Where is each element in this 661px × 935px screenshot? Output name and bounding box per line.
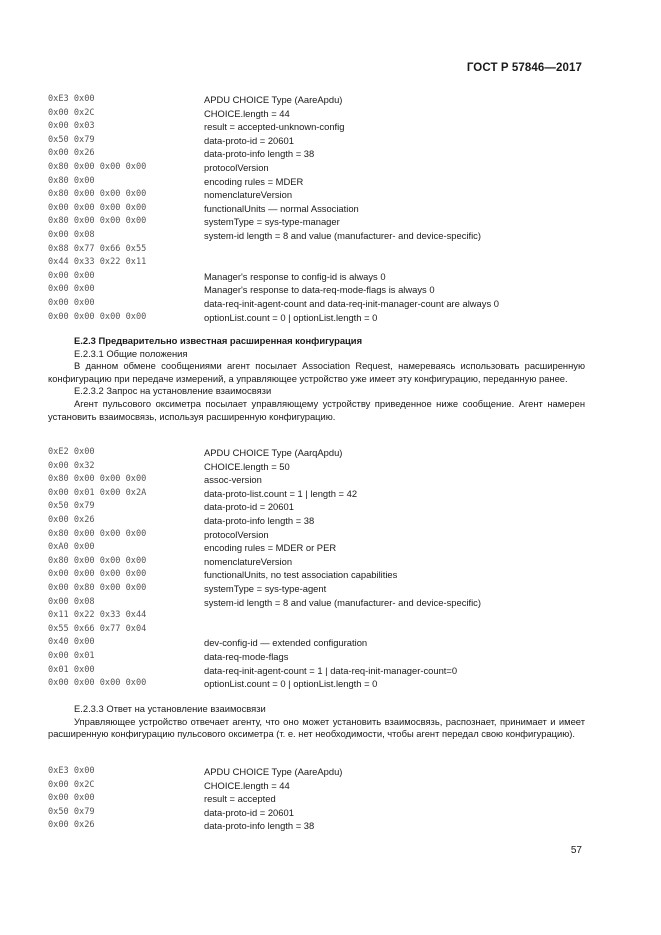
hex-row (48, 664, 588, 678)
field-description: data-proto-id = 20601 (204, 134, 294, 146)
hex-bytes: 0x00 0x00 0x00 0x00 (48, 311, 147, 322)
hex-row (48, 806, 588, 820)
hex-row (48, 514, 588, 528)
field-description: data-proto-id = 20601 (204, 806, 294, 818)
hex-row (48, 161, 588, 175)
hex-bytes: 0x00 0x01 (48, 650, 95, 661)
field-description: CHOICE.length = 50 (204, 460, 290, 472)
hex-row (48, 107, 588, 121)
field-description: result = accepted (204, 793, 276, 805)
field-description: system-id length = 8 and value (manufacturer- and device-specific) (204, 229, 481, 241)
hex-row (48, 202, 588, 216)
field-description: nomenclatureVersion (204, 189, 293, 201)
hex-bytes: 0x50 0x79 (48, 134, 95, 145)
hex-bytes: 0x00 0x08 (48, 596, 95, 607)
field-description: APDU CHOICE Type (AareApdu) (204, 94, 343, 105)
hex-bytes: 0x80 0x00 0x00 0x00 (48, 528, 147, 539)
field-description: data-proto-info length = 38 (204, 148, 315, 160)
hex-bytes: 0x00 0x01 0x00 0x2A (48, 487, 147, 498)
hex-bytes: 0x00 0x26 (48, 514, 95, 525)
hex-bytes: 0x00 0x08 (48, 229, 95, 240)
hex-row (48, 215, 588, 229)
field-description: system-id length = 8 and value (manufacturer- and device-specific) (204, 596, 481, 608)
field-description: optionList.count = 0 | optionList.length = 0 (204, 678, 378, 690)
hex-row (48, 243, 588, 257)
hex-bytes: 0x80 0x00 0x00 0x00 (48, 161, 147, 172)
field-description: nomenclatureVersion (204, 555, 293, 567)
hex-row (48, 609, 588, 623)
field-description: dev-config-id — extended configuration (204, 637, 368, 649)
hex-row (48, 541, 588, 555)
hex-row (48, 623, 588, 637)
hex-bytes: 0x00 0x00 0x00 0x00 (48, 569, 147, 580)
hex-bytes: 0x44 0x33 0x22 0x11 (48, 257, 147, 268)
hex-row (48, 636, 588, 650)
hex-bytes: 0x00 0x26 (48, 820, 95, 831)
field-description: data-proto-info length = 38 (204, 820, 315, 832)
field-description: APDU CHOICE Type (AareApdu) (204, 766, 343, 777)
hex-row (48, 256, 588, 270)
field-description: CHOICE.length = 44 (204, 107, 290, 119)
standard-header: ГОСТ Р 57846—2017 (466, 62, 582, 74)
hex-bytes: 0x00 0x00 0x00 0x00 (48, 678, 147, 689)
hex-row (48, 147, 588, 161)
field-description: systemType = sys-type-manager (204, 216, 340, 228)
section-heading: Е.2.3 Предварительно известная расширенная конфигурация (74, 335, 363, 346)
hex-bytes: 0x40 0x00 (48, 637, 95, 648)
hex-row (48, 311, 588, 325)
subsection-heading: Е.2.3.1 Общие положения (74, 347, 188, 359)
hex-bytes: 0x00 0x00 (48, 270, 95, 281)
hex-row (48, 582, 588, 596)
field-description: Manager's response to data-req-mode-flags is always 0 (204, 284, 435, 296)
field-description: CHOICE.length = 44 (204, 779, 290, 791)
hex-bytes: 0x00 0x03 (48, 121, 95, 132)
hex-bytes: 0x80 0x00 0x00 0x00 (48, 189, 147, 200)
hex-dump-block-aare-accepted (48, 765, 588, 833)
hex-row (48, 677, 588, 691)
section-e23 (48, 335, 585, 423)
hex-row (48, 568, 588, 582)
hex-row (48, 528, 588, 542)
field-description: protocolVersion (204, 161, 269, 173)
field-description: assoc-version (204, 474, 262, 486)
hex-bytes: 0x00 0x32 (48, 460, 95, 471)
hex-bytes: 0x88 0x77 0x66 0x55 (48, 243, 147, 254)
field-description: result = accepted-unknown-config (204, 121, 345, 133)
hex-row (48, 500, 588, 514)
hex-bytes: 0x50 0x79 (48, 501, 95, 512)
page-number: 57 (570, 845, 582, 856)
hex-bytes: 0x00 0x80 0x00 0x00 (48, 582, 147, 593)
field-description: protocolVersion (204, 528, 269, 540)
field-description: data-proto-id = 20601 (204, 501, 294, 513)
hex-row (48, 792, 588, 806)
hex-row (48, 297, 588, 311)
field-description: optionList.count = 0 | optionList.length = 0 (204, 311, 378, 323)
hex-bytes: 0x00 0x00 0x00 0x00 (48, 202, 147, 213)
hex-bytes: 0xA0 0x00 (48, 542, 95, 553)
field-description: data-req-init-agent-count and data-req-init-manager-count are always 0 (204, 297, 499, 309)
hex-bytes: 0x80 0x00 0x00 0x00 (48, 474, 147, 485)
hex-row (48, 779, 588, 793)
field-description: Manager's response to config-id is always 0 (204, 270, 386, 282)
field-description: functionalUnits — normal Association (204, 202, 359, 214)
field-description: data-req-init-agent-count = 1 | data-req-init-manager-count=0 (204, 664, 458, 676)
hex-bytes: 0x80 0x00 (48, 175, 95, 186)
hex-bytes: 0x00 0x00 (48, 284, 95, 295)
hex-bytes: 0xE2 0x00 (48, 447, 95, 457)
field-description: encoding rules = MDER (204, 175, 304, 187)
hex-row (48, 175, 588, 189)
field-description: systemType = sys-type-agent (204, 582, 327, 594)
hex-bytes: 0xE3 0x00 (48, 94, 95, 104)
hex-row (48, 473, 588, 487)
field-description: data-req-mode-flags (204, 650, 289, 662)
hex-dump-block-aarq (48, 446, 588, 691)
hex-bytes: 0x55 0x66 0x77 0x04 (48, 623, 147, 634)
hex-row (48, 460, 588, 474)
field-description: functionalUnits, no test association capabilities (204, 569, 398, 581)
hex-bytes: 0x00 0x00 (48, 297, 95, 308)
field-description: encoding rules = MDER or PER (204, 542, 337, 554)
field-description: data-proto-info length = 38 (204, 514, 315, 526)
hex-row (48, 819, 588, 833)
hex-bytes: 0x00 0x00 (48, 793, 95, 804)
hex-row (48, 596, 588, 610)
paragraph: Агент пульсового оксиметра посылает управляющему устройству приведенное ниже сообщение. Агент намерен установить взаимосвязь, используя расширенную конфигурацию. (48, 397, 585, 422)
hex-bytes: 0xE3 0x00 (48, 766, 95, 776)
hex-row (48, 765, 588, 779)
paragraph: В данном обмене сообщениями агент посылает Association Request, намереваясь использовать расширенную конфигурацию при передаче измерений, а управляющее устройство уже имеет эту конфигурацию, переданную ранее. (48, 360, 585, 384)
subsection-heading: Е.2.3.2 Запрос на установление взаимосвязи (74, 385, 272, 397)
subsection-heading: Е.2.3.3 Ответ на установление взаимосвязи (74, 703, 266, 714)
field-description: data-proto-list.count = 1 | length = 42 (204, 487, 358, 499)
hex-row (48, 93, 588, 107)
field-description: APDU CHOICE Type (AarqApdu) (204, 447, 343, 458)
hex-bytes: 0x80 0x00 0x00 0x00 (48, 216, 147, 227)
hex-bytes: 0x01 0x00 (48, 664, 95, 675)
hex-row (48, 650, 588, 664)
hex-row (48, 555, 588, 569)
hex-row (48, 120, 588, 134)
hex-row (48, 134, 588, 148)
section-e233 (48, 703, 585, 741)
hex-row (48, 283, 588, 297)
hex-bytes: 0x80 0x00 0x00 0x00 (48, 555, 147, 566)
hex-bytes: 0x00 0x26 (48, 148, 95, 159)
hex-row (48, 229, 588, 243)
hex-bytes: 0x11 0x22 0x33 0x44 (48, 610, 147, 621)
hex-row (48, 270, 588, 284)
hex-bytes: 0x00 0x2C (48, 107, 95, 118)
hex-row (48, 446, 588, 460)
hex-row (48, 188, 588, 202)
hex-row (48, 487, 588, 501)
hex-bytes: 0x50 0x79 (48, 806, 95, 817)
hex-bytes: 0x00 0x2C (48, 779, 95, 790)
paragraph: Управляющее устройство отвечает агенту, что оно может установить взаимосвязь, распознает, принимает и имеет расширенную конфигурацию пульсового оксиметра (т. е. нет необходимости, чтобы агент передал свою конфигурацию). (48, 715, 585, 740)
hex-dump-block-aare-unknown-config (48, 93, 588, 324)
